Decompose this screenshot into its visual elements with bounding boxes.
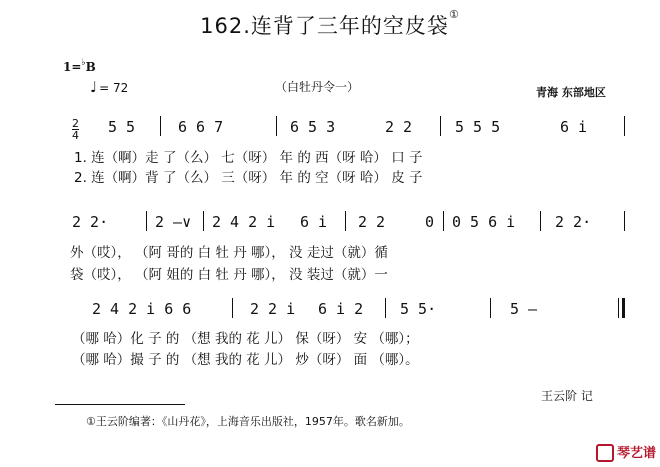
measure: 5 5·	[400, 300, 437, 318]
bar-line	[440, 116, 441, 136]
quarter-note-icon: ♩	[90, 78, 98, 96]
measure: 5 —	[510, 300, 538, 318]
lyric-line-2: 袋（哎）， （阿 姐的 白 牡 丹 哪）， 没 装过（就）一	[70, 267, 388, 283]
measure: 6 i 2	[318, 300, 364, 318]
bar-line	[540, 211, 541, 231]
measure: 6 i	[560, 118, 588, 136]
final-bar-line-thick	[622, 298, 625, 318]
measure: 2 2·	[72, 213, 109, 231]
measure: 2 2 i	[250, 300, 296, 318]
measure: 2 2	[358, 213, 386, 231]
bar-line	[160, 116, 161, 136]
bar-line	[276, 116, 277, 136]
measure: 0	[425, 213, 435, 231]
subtitle: （白牡丹令一）	[275, 80, 360, 94]
bar-line	[146, 211, 147, 231]
region-label: 青海 东部地区	[536, 86, 606, 99]
bar-line	[443, 211, 444, 231]
lyric-line-1: 1. 连（啊）走 了（么） 七（呀） 年 的 西（呀 哈） 口 子	[74, 150, 423, 166]
logo-icon	[596, 444, 614, 462]
footnote: ①王云阶编著：《山丹花》，上海音乐出版社，1957年。歌名新加。	[86, 415, 410, 428]
song-title: 162.连背了三年的空皮袋①	[200, 8, 460, 38]
measure: 2 4 2 i	[212, 213, 276, 231]
lyric-line-1: （哪 哈）化 子 的 （想 我的 花 儿） 保（呀） 安 （哪）；	[72, 331, 419, 347]
bar-line	[203, 211, 204, 231]
measure: 2 2	[385, 118, 413, 136]
measure: 0 5 6 i	[452, 213, 516, 231]
measure: 5 5	[108, 118, 136, 136]
measure: 6 5 3	[290, 118, 336, 136]
site-logo: 琴艺谱	[596, 442, 656, 463]
bar-line	[624, 116, 625, 136]
bar-line	[624, 211, 625, 231]
time-signature: 2 4	[72, 117, 79, 142]
footnote-divider	[55, 404, 185, 405]
tempo-marking: ♩ = 72	[90, 78, 129, 96]
bar-line	[345, 211, 346, 231]
transcriber-credit: 王云阶 记	[541, 389, 593, 403]
measure: 2 4 2 i 6 6	[92, 300, 192, 318]
key-signature: 1=♭B	[63, 58, 96, 74]
bar-line	[490, 298, 491, 318]
measure: 6 6 7	[178, 118, 224, 136]
measure: 2 2·	[555, 213, 592, 231]
bar-line	[385, 298, 386, 318]
measure: 6 i	[300, 213, 328, 231]
lyric-line-2: （哪 哈）撮 子 的 （想 我的 花 儿） 炒（呀） 面 （哪）。	[72, 352, 419, 368]
bar-line	[232, 298, 233, 318]
final-bar-line	[618, 298, 619, 318]
measure: 2 —∨	[155, 213, 192, 231]
lyric-line-2: 2. 连（啊）背 了（么） 三（呀） 年 的 空（呀 哈） 皮 子	[74, 170, 423, 186]
lyric-line-1: 外（哎）， （阿 哥的 白 牡 丹 哪）， 没 走过（就）循	[70, 245, 388, 261]
measure: 5 5 5	[455, 118, 501, 136]
